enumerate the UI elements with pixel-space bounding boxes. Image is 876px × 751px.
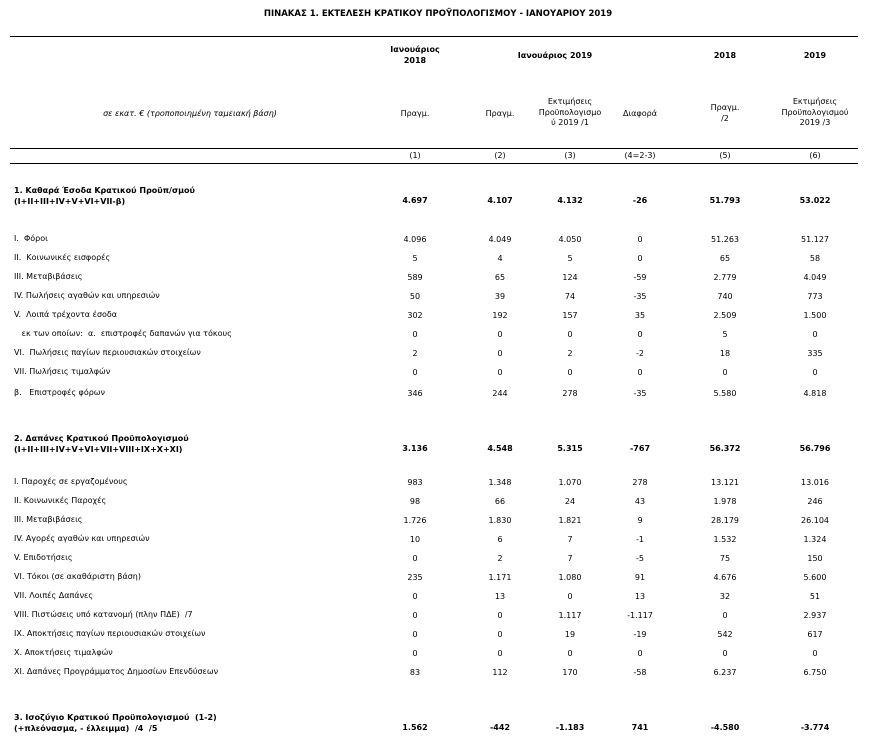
table-cell-col6: 53.022 xyxy=(799,196,831,205)
table-cell-col3: 5.315 xyxy=(557,444,583,453)
table-cell-col6: 51 xyxy=(809,592,821,601)
table-cell-col5: 542 xyxy=(717,630,733,639)
table-cell-col3: 0 xyxy=(567,649,573,658)
table-cell-col4: 91 xyxy=(634,573,646,582)
table-cell-col2: 0 xyxy=(497,349,503,358)
table-cell-col1: 0 xyxy=(412,368,418,377)
table-cell-col4: -1 xyxy=(636,535,644,544)
table-cell-col4: 0 xyxy=(637,368,643,377)
table-cell-col6: 0 xyxy=(812,649,818,658)
table-cell-col4: -26 xyxy=(632,196,648,205)
table-cell-col2: -442 xyxy=(489,723,511,732)
table-cell-col5: 6.237 xyxy=(713,668,737,677)
table-cell-col3: 74 xyxy=(564,292,576,301)
table-cell-col2: 13 xyxy=(494,592,506,601)
subheader-col3: Εκτιμήσεις Προϋπολογισμο ύ 2019 /1 xyxy=(538,97,602,127)
table-cell-col5: 28.179 xyxy=(711,516,739,525)
table-cell-col5: 13.121 xyxy=(711,478,739,487)
header-jan2019: Ιανουάριος 2019 xyxy=(517,51,593,60)
header-rule-top xyxy=(10,36,858,37)
table-cell-col6: 6.750 xyxy=(803,668,827,677)
table-cell-col2: 4.548 xyxy=(487,444,513,453)
table-row-label: II. Κοινωνικές εισφορές xyxy=(14,253,111,262)
table-cell-col4: 13 xyxy=(634,592,646,601)
table-row-label: εκ των οποίων: α. επιστροφές δαπανών για τόκους xyxy=(14,329,232,338)
table-cell-col3: 19 xyxy=(564,630,576,639)
table-cell-col1: 589 xyxy=(407,273,423,282)
subheader-col1: Πραγμ. xyxy=(400,109,430,118)
table-cell-col6: 0 xyxy=(812,368,818,377)
table-cell-col5: 75 xyxy=(719,554,731,563)
section-row-label: 1. Καθαρά Έσοδα Κρατικού Προϋπ/σμού (I+II+III+IV+V+VI+VII-β) xyxy=(14,186,195,206)
table-cell-col1: 983 xyxy=(407,478,423,487)
table-row-label: VI. Τόκοι (σε ακαθάριστη βάση) xyxy=(14,572,141,581)
colnum-6: (6) xyxy=(809,151,821,160)
colnum-1: (1) xyxy=(409,151,421,160)
table-cell-col6: 246 xyxy=(807,497,823,506)
table-cell-col5: 32 xyxy=(719,592,731,601)
table-cell-col1: 0 xyxy=(412,592,418,601)
table-cell-col3: 7 xyxy=(567,554,573,563)
table-cell-col6: 0 xyxy=(812,330,818,339)
table-cell-col5: 740 xyxy=(717,292,733,301)
table-cell-col4: 9 xyxy=(637,516,643,525)
table-cell-col3: 4.132 xyxy=(557,196,583,205)
table-cell-col2: 0 xyxy=(497,330,503,339)
table-cell-col2: 4 xyxy=(497,254,503,263)
colnum-5: (5) xyxy=(719,151,731,160)
unit-note: σε εκατ. € (τροποποιημένη ταμειακή βάση) xyxy=(103,109,277,118)
table-cell-col6: 26.104 xyxy=(801,516,829,525)
table-cell-col6: 4.818 xyxy=(803,389,827,398)
table-row-label: XI. Δαπάνες Προγράμματος Δημοσίων Επενδύσεων xyxy=(14,667,219,676)
table-cell-col5: 56.372 xyxy=(709,444,741,453)
table-row-label: I. Παροχές σε εργαζομένους xyxy=(14,477,128,486)
table-cell-col4: 0 xyxy=(637,254,643,263)
table-cell-col2: 1.171 xyxy=(488,573,512,582)
table-cell-col5: 2.779 xyxy=(713,273,737,282)
table-cell-col6: 56.796 xyxy=(799,444,831,453)
table-cell-col4: -1.117 xyxy=(627,611,653,620)
table-row-label: IV. Πωλήσεις αγαθών και υπηρεσιών xyxy=(14,291,160,300)
table-cell-col4: -5 xyxy=(636,554,644,563)
table-row-label: V. Επιδοτήσεις xyxy=(14,553,73,562)
table-cell-col2: 0 xyxy=(497,649,503,658)
table-cell-col5: 65 xyxy=(719,254,731,263)
table-cell-col1: 50 xyxy=(409,292,421,301)
table-row-label: III. Μεταβιβάσεις xyxy=(14,515,83,524)
table-cell-col4: 35 xyxy=(634,311,646,320)
header-jan2018: Ιανουάριος 2018 xyxy=(390,45,440,65)
table-row-label: II. Κοινωνικές Παροχές xyxy=(14,496,107,505)
table-cell-col2: 2 xyxy=(497,554,503,563)
table-cell-col2: 0 xyxy=(497,368,503,377)
table-cell-col5: 2.509 xyxy=(713,311,737,320)
table-cell-col5: 51.793 xyxy=(709,196,741,205)
table-cell-col6: 13.016 xyxy=(801,478,829,487)
table-cell-col4: -767 xyxy=(629,444,651,453)
table-cell-col1: 0 xyxy=(412,630,418,639)
table-cell-col6: 150 xyxy=(807,554,823,563)
table-cell-col5: 0 xyxy=(722,611,728,620)
table-cell-col3: 157 xyxy=(562,311,578,320)
table-cell-col1: 4.096 xyxy=(403,235,427,244)
table-cell-col5: 1.532 xyxy=(713,535,737,544)
table-cell-col3: 278 xyxy=(562,389,578,398)
table-cell-col5: 0 xyxy=(722,649,728,658)
table-title: ΠΙΝΑΚΑΣ 1. ΕΚΤΕΛΕΣΗ ΚΡΑΤΙΚΟΥ ΠΡΟΫΠΟΛΟΓΙΣΜΟΥ - ΙΑΝΟΥΑΡΙΟΥ 2019 xyxy=(263,9,613,19)
table-cell-col4: -59 xyxy=(633,273,647,282)
table-cell-col1: 346 xyxy=(407,389,423,398)
table-cell-col6: 58 xyxy=(809,254,821,263)
table-cell-col2: 65 xyxy=(494,273,506,282)
subheader-col2: Πραγμ. xyxy=(485,109,515,118)
table-row-label: V. Λοιπά τρέχοντα έσοδα xyxy=(14,310,118,319)
table-cell-col5: 0 xyxy=(722,368,728,377)
table-cell-col3: 4.050 xyxy=(558,235,582,244)
table-cell-col2: 0 xyxy=(497,611,503,620)
table-cell-col3: 7 xyxy=(567,535,573,544)
table-cell-col5: -4.580 xyxy=(710,723,740,732)
table-cell-col2: 4.049 xyxy=(488,235,512,244)
table-cell-col5: 5.580 xyxy=(713,389,737,398)
table-cell-col3: 5 xyxy=(567,254,573,263)
table-cell-col3: 24 xyxy=(564,497,576,506)
table-cell-col1: 302 xyxy=(407,311,423,320)
table-cell-col1: 10 xyxy=(409,535,421,544)
table-cell-col1: 5 xyxy=(412,254,418,263)
table-cell-col5: 1.978 xyxy=(713,497,737,506)
table-cell-col3: 0 xyxy=(567,368,573,377)
table-cell-col1: 0 xyxy=(412,330,418,339)
table-cell-col4: 278 xyxy=(632,478,648,487)
table-cell-col3: 124 xyxy=(562,273,578,282)
colnum-3: (3) xyxy=(564,151,576,160)
table-cell-col4: 0 xyxy=(637,330,643,339)
table-row-label: IV. Αγορές αγαθών και υπηρεσιών xyxy=(14,534,150,543)
table-cell-col3: 1.080 xyxy=(558,573,582,582)
table-cell-col5: 18 xyxy=(719,349,731,358)
table-cell-col3: 0 xyxy=(567,592,573,601)
table-cell-col2: 192 xyxy=(492,311,508,320)
table-cell-col5: 4.676 xyxy=(713,573,737,582)
table-cell-col6: 1.500 xyxy=(803,311,827,320)
table-cell-col1: 0 xyxy=(412,649,418,658)
table-row-label: X. Αποκτήσεις τιμαλφών xyxy=(14,648,113,657)
table-cell-col4: -2 xyxy=(636,349,644,358)
table-cell-col1: 3.136 xyxy=(402,444,428,453)
header-rule-mid xyxy=(10,148,858,149)
table-cell-col6: 51.127 xyxy=(801,235,829,244)
table-cell-col2: 1.830 xyxy=(488,516,512,525)
table-cell-col6: 335 xyxy=(807,349,823,358)
table-row-label: VII. Πωλήσεις τιμαλφών xyxy=(14,367,111,376)
table-cell-col3: 1.117 xyxy=(558,611,582,620)
table-row-label: I. Φόροι xyxy=(14,234,48,243)
table-cell-col4: 741 xyxy=(631,723,649,732)
table-cell-col1: 235 xyxy=(407,573,423,582)
table-cell-col3: 170 xyxy=(562,668,578,677)
table-cell-col1: 0 xyxy=(412,611,418,620)
table-cell-col1: 2 xyxy=(412,349,418,358)
table-cell-col3: -1.183 xyxy=(555,723,585,732)
table-cell-col4: 0 xyxy=(637,649,643,658)
header-rule-bottom xyxy=(10,163,858,164)
table-cell-col4: -58 xyxy=(633,668,647,677)
table-row-label: VII. Λοιπές Δαπάνες xyxy=(14,591,94,600)
table-cell-col4: -19 xyxy=(633,630,647,639)
table-row-label: VI. Πωλήσεις παγίων περιουσιακών στοιχείων xyxy=(14,348,201,357)
table-cell-col4: -35 xyxy=(633,292,647,301)
table-cell-col4: -35 xyxy=(633,389,647,398)
table-row-label: β. Επιστροφές φόρων xyxy=(14,388,105,397)
table-cell-col5: 5 xyxy=(722,330,728,339)
section-row-label: 2. Δαπάνες Κρατικού Προϋπολογισμού (I+II+III+IV+V+VI+VII+VIII+IX+X+XI) xyxy=(14,434,189,454)
table-cell-col3: 1.070 xyxy=(558,478,582,487)
table-cell-col1: 0 xyxy=(412,554,418,563)
table-cell-col1: 1.562 xyxy=(402,723,428,732)
table-cell-col1: 4.697 xyxy=(402,196,428,205)
header-2019: 2019 xyxy=(803,51,827,60)
table-cell-col2: 66 xyxy=(494,497,506,506)
table-cell-col1: 1.726 xyxy=(403,516,427,525)
table-cell-col5: 51.263 xyxy=(711,235,739,244)
table-cell-col2: 39 xyxy=(494,292,506,301)
table-cell-col2: 4.107 xyxy=(487,196,513,205)
table-cell-col2: 6 xyxy=(497,535,503,544)
table-cell-col6: 2.937 xyxy=(803,611,827,620)
colnum-4: (4=2-3) xyxy=(624,151,656,160)
subheader-col4: Διαφορά xyxy=(623,109,657,118)
table-row-label: IX. Αποκτήσεις παγίων περιουσιακών στοιχείων xyxy=(14,629,206,638)
table-cell-col2: 1.348 xyxy=(488,478,512,487)
table-cell-col1: 98 xyxy=(409,497,421,506)
table-cell-col3: 1.821 xyxy=(558,516,582,525)
table-cell-col6: 773 xyxy=(807,292,823,301)
subheader-col5: Πραγμ. /2 xyxy=(710,103,740,123)
table-cell-col2: 0 xyxy=(497,630,503,639)
table-cell-col2: 244 xyxy=(492,389,508,398)
table-cell-col6: 1.324 xyxy=(803,535,827,544)
table-cell-col6: 617 xyxy=(807,630,823,639)
table-cell-col3: 0 xyxy=(567,330,573,339)
table-cell-col4: 43 xyxy=(634,497,646,506)
table-row-label: VIII. Πιστώσεις υπό κατανομή (πλην ΠΔΕ) /7 xyxy=(14,610,193,619)
table-cell-col3: 2 xyxy=(567,349,573,358)
section-row-label: 3. Ισοζύγιο Κρατικού Προϋπολογισμού (1-2) (+πλεόνασμα, - έλλειμμα) /4 /5 xyxy=(14,713,217,733)
table-cell-col1: 83 xyxy=(409,668,421,677)
table-cell-col6: -3.774 xyxy=(800,723,830,732)
header-2018: 2018 xyxy=(713,51,737,60)
subheader-col6: Εκτιμήσεις Προϋπολογισμού 2019 /3 xyxy=(781,97,849,127)
colnum-2: (2) xyxy=(494,151,506,160)
table-cell-col6: 4.049 xyxy=(803,273,827,282)
table-cell-col4: 0 xyxy=(637,235,643,244)
table-cell-col6: 5.600 xyxy=(803,573,827,582)
table-cell-col2: 112 xyxy=(492,668,508,677)
table-row-label: III. Μεταβιβάσεις xyxy=(14,272,83,281)
